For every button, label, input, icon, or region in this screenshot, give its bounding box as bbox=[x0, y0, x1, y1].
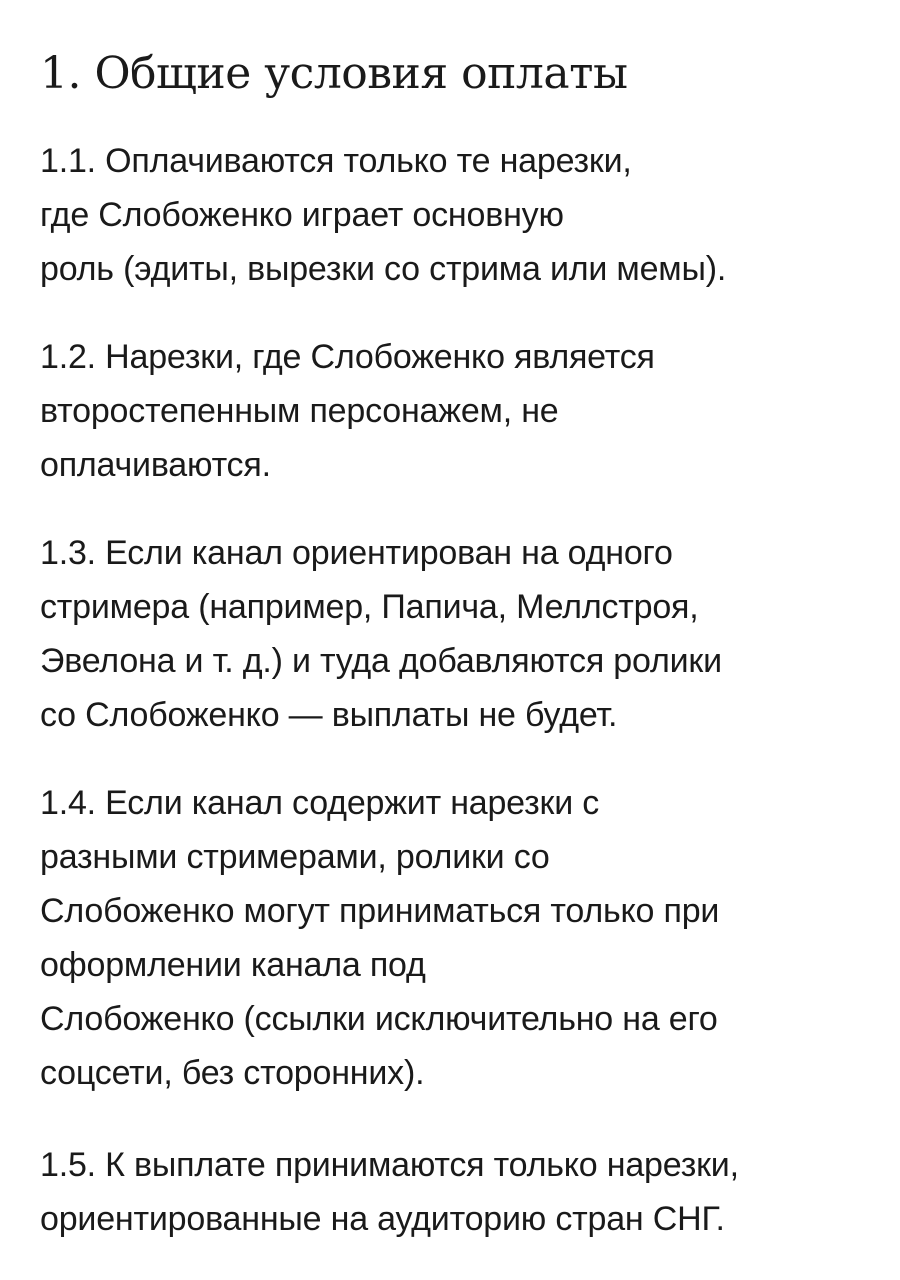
section-heading: 1. Общие условия оплаты bbox=[40, 48, 628, 99]
clause-line: 1.1. Оплачиваются только те нарезки, bbox=[40, 142, 632, 180]
clause-line: ориентированные на аудиторию стран СНГ. bbox=[40, 1200, 725, 1238]
clause-line: Слобоженко (ссылки исключительно на его bbox=[40, 1000, 718, 1038]
clause-line: второстепенным персонажем, не bbox=[40, 392, 559, 430]
clause-line: стримера (например, Папича, Меллстроя, bbox=[40, 588, 699, 626]
clause-line: оплачиваются. bbox=[40, 446, 271, 484]
clause-1-4 bbox=[40, 776, 719, 1100]
clause-1-1 bbox=[40, 134, 726, 296]
clause-line: соцсети, без сторонних). bbox=[40, 1054, 425, 1092]
clause-line: Эвелона и т. д.) и туда добавляются ролики bbox=[40, 642, 722, 680]
clause-line: 1.3. Если канал ориентирован на одного bbox=[40, 534, 673, 572]
clause-line: со Слобоженко — выплаты не будет. bbox=[40, 696, 618, 734]
clause-line: 1.5. К выплате принимаются только нарезки, bbox=[40, 1146, 739, 1184]
clause-1-5 bbox=[40, 1138, 739, 1246]
clause-line: разными стримерами, ролики со bbox=[40, 838, 550, 876]
clause-line: 1.2. Нарезки, где Слобоженко является bbox=[40, 338, 655, 376]
clause-line: роль (эдиты, вырезки со стрима или мемы). bbox=[40, 250, 727, 288]
clause-line: Слобоженко могут приниматься только при bbox=[40, 892, 720, 930]
clause-line: 1.4. Если канал содержит нарезки с bbox=[40, 784, 600, 822]
clause-1-2 bbox=[40, 330, 655, 492]
clause-1-3 bbox=[40, 526, 722, 742]
clause-line: оформлении канала под bbox=[40, 946, 426, 984]
clause-line: где Слобоженко играет основную bbox=[40, 196, 564, 234]
